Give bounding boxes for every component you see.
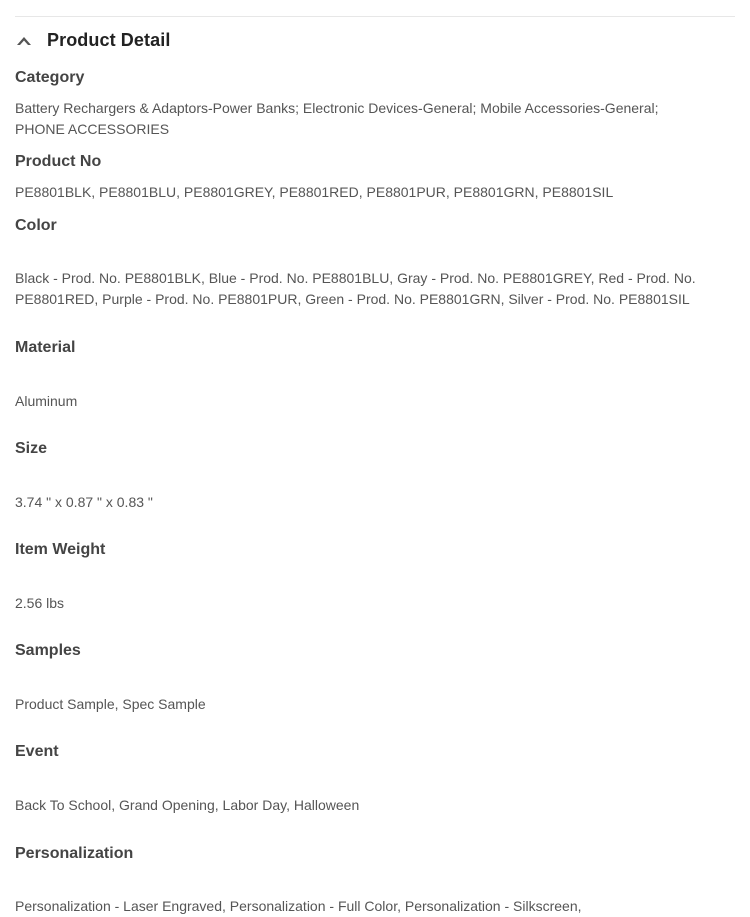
- product-no-label: Product No: [15, 153, 102, 170]
- section-title: Product Detail: [47, 29, 171, 50]
- item-weight-label: Item Weight: [15, 541, 106, 558]
- category-line-1: Battery Rechargers & Adaptors-Power Banks; Electronic Devices-General; Mobile Accessories-General;: [15, 100, 659, 116]
- color-label: Color: [15, 217, 57, 234]
- samples-label: Samples: [15, 642, 81, 659]
- personalization-label: Personalization: [15, 845, 134, 862]
- color-value: [15, 268, 745, 310]
- event-value: Back To School, Grand Opening, Labor Day, Halloween: [15, 797, 360, 813]
- category-label: Category: [15, 69, 85, 86]
- item-weight-value: 2.56 lbs: [15, 595, 65, 611]
- category-line-2: PHONE ACCESSORIES: [15, 121, 170, 137]
- category-value: [15, 98, 745, 140]
- top-divider: [15, 16, 735, 17]
- size-value: 3.74 " x 0.87 " x 0.83 ": [15, 494, 153, 510]
- material-label: Material: [15, 339, 76, 356]
- material-value: Aluminum: [15, 393, 78, 409]
- product-no-value: PE8801BLK, PE8801BLU, PE8801GREY, PE8801RED, PE8801PUR, PE8801GRN, PE8801SIL: [15, 184, 614, 200]
- event-label: Event: [15, 743, 59, 760]
- color-line-1: Black - Prod. No. PE8801BLK, Blue - Prod. No. PE8801BLU, Gray - Prod. No. PE8801GREY, Red - Prod. No.: [15, 270, 696, 286]
- chevron-up-icon[interactable]: [15, 31, 33, 49]
- size-label: Size: [15, 440, 48, 457]
- color-line-2: PE8801RED, Purple - Prod. No. PE8801PUR, Green - Prod. No. PE8801GRN, Silver - Prod. No. PE8801SIL: [15, 291, 690, 307]
- personalization-value: Personalization - Laser Engraved, Personalization - Full Color, Personalization - Silkscreen,: [15, 898, 582, 914]
- samples-value: Product Sample, Spec Sample: [15, 696, 206, 712]
- product-detail-header[interactable]: [15, 28, 170, 52]
